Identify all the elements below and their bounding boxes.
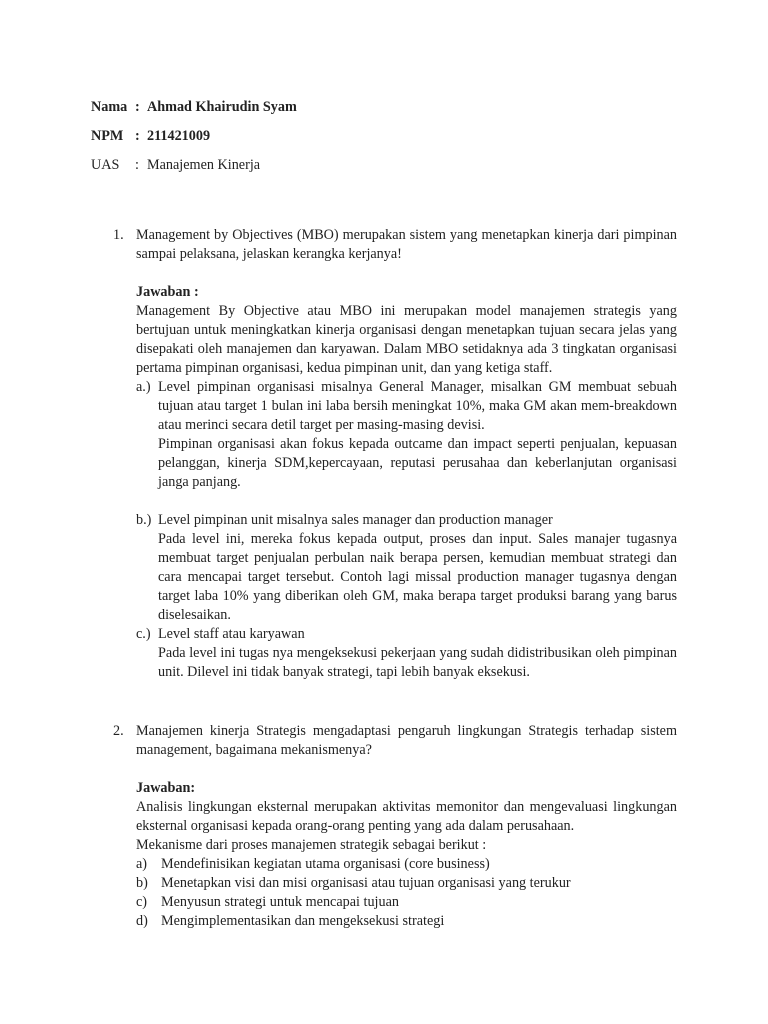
npm-value: 211421009	[147, 128, 211, 144]
answer-2-label: Jawaban:	[136, 780, 196, 796]
item-text: Level staff atau karyawan	[158, 626, 305, 642]
question-2-number: 2.	[113, 723, 124, 739]
uas-value: Manajemen Kinerja	[147, 157, 261, 173]
mechanism-list	[136, 855, 677, 931]
item-letter: b.)	[136, 512, 152, 528]
question-1-number: 1.	[113, 227, 124, 243]
question-2	[113, 722, 677, 931]
name-row	[91, 93, 297, 122]
item-letter: d)	[136, 913, 148, 929]
name-label: Nama	[91, 99, 128, 115]
item-text: Pimpinan organisasi akan fokus kepada outcame dan impact seperti penjualan, kepuasan pelanggan, kinerja SDM,kepercayaan, reputasi perusahaa dan keberlanjutan organisasi janga panjang.	[158, 436, 677, 490]
question-1-text: Management by Objectives (MBO) merupakan sistem yang menetapkan kinerja dari pimpinan sampai pelaksana, jelaskan kerangka kerjanya!	[136, 227, 677, 262]
student-header	[91, 93, 297, 180]
name-separator: :	[135, 99, 140, 115]
list-item	[136, 855, 677, 874]
answer-1-intro: Management By Objective atau MBO ini merupakan model manajemen strategis yang bertujuan untuk meningkatkan kinerja organisasi dengan menetapkan tujuan secara jelas yang disepakati oleh manajemen dan karyawan. Dalam MBO setidaknya ada 3 tingkatan organisasi pertama pimpinan organisasi, kedua pimpinan unit, dan yang ketiga staff.	[136, 303, 677, 376]
name-value: Ahmad Khairudin Syam	[147, 99, 297, 115]
answer-1-item-b	[136, 511, 677, 625]
item-text: Level pimpinan organisasi misalnya General Manager, misalkan GM membuat sebuah tujuan atau target 1 bulan ini laba bersih meningkat 10%, maka GM akan mem-breakdown atau merinci secara detil target per masing-masing devisi.	[158, 379, 677, 433]
item-letter: a.)	[136, 379, 151, 395]
item-text: Menetapkan visi dan misi organisasi atau tujuan organisasi yang terukur	[161, 875, 571, 891]
question-1	[113, 226, 677, 682]
item-letter: b)	[136, 875, 148, 891]
uas-label: UAS	[91, 157, 120, 173]
item-letter: a)	[136, 856, 148, 872]
list-item	[136, 893, 677, 912]
question-2-text: Manajemen kinerja Strategis mengadaptasi pengaruh lingkungan Strategis terhadap sistem management, bagaimana mekanismenya?	[136, 723, 677, 758]
npm-separator: :	[135, 128, 140, 144]
item-text: Pada level ini tugas nya mengeksekusi pekerjaan yang sudah didistribusikan oleh pimpinan unit. Dilevel ini tidak banyak strategi, tapi lebih banyak eksekusi.	[158, 645, 677, 680]
npm-label: NPM	[91, 128, 124, 144]
uas-separator: :	[135, 157, 139, 173]
item-letter: c.)	[136, 626, 151, 642]
item-text: Mendefinisikan kegiatan utama organisasi (core business)	[161, 856, 490, 872]
list-item	[136, 912, 677, 931]
item-text: Mengimplementasikan dan mengeksekusi strategi	[161, 913, 445, 929]
list-item	[136, 874, 677, 893]
uas-row	[91, 151, 297, 180]
item-text: Menyusun strategi untuk mencapai tujuan	[161, 894, 399, 910]
answer-1-item-c	[136, 625, 677, 682]
item-letter: c)	[136, 894, 148, 910]
npm-row	[91, 122, 297, 151]
answer-1-label: Jawaban :	[136, 284, 199, 300]
answer-2-lead: Mekanisme dari proses manajemen strategik sebagai berikut :	[136, 837, 487, 853]
item-text: Level pimpinan unit misalnya sales manager dan production manager	[158, 512, 553, 528]
answer-2-intro: Analisis lingkungan eksternal merupakan aktivitas memonitor dan mengevaluasi lingkungan eksternal organisasi kepada orang-orang penting yang ada dalam perusahaan.	[136, 799, 677, 834]
item-text: Pada level ini, mereka fokus kepada output, proses dan input. Sales manajer tugasnya membuat target penjualan perbulan naik berapa persen, kemudian membuat strategi dan cara mencapai target tersebut. Contoh lagi missal production manager tugasnya dengan target laba 10% yang diberikan oleh GM, maka berapa target produksi barang yang barus diselesaikan.	[158, 531, 677, 623]
answer-1-item-a	[136, 378, 677, 492]
